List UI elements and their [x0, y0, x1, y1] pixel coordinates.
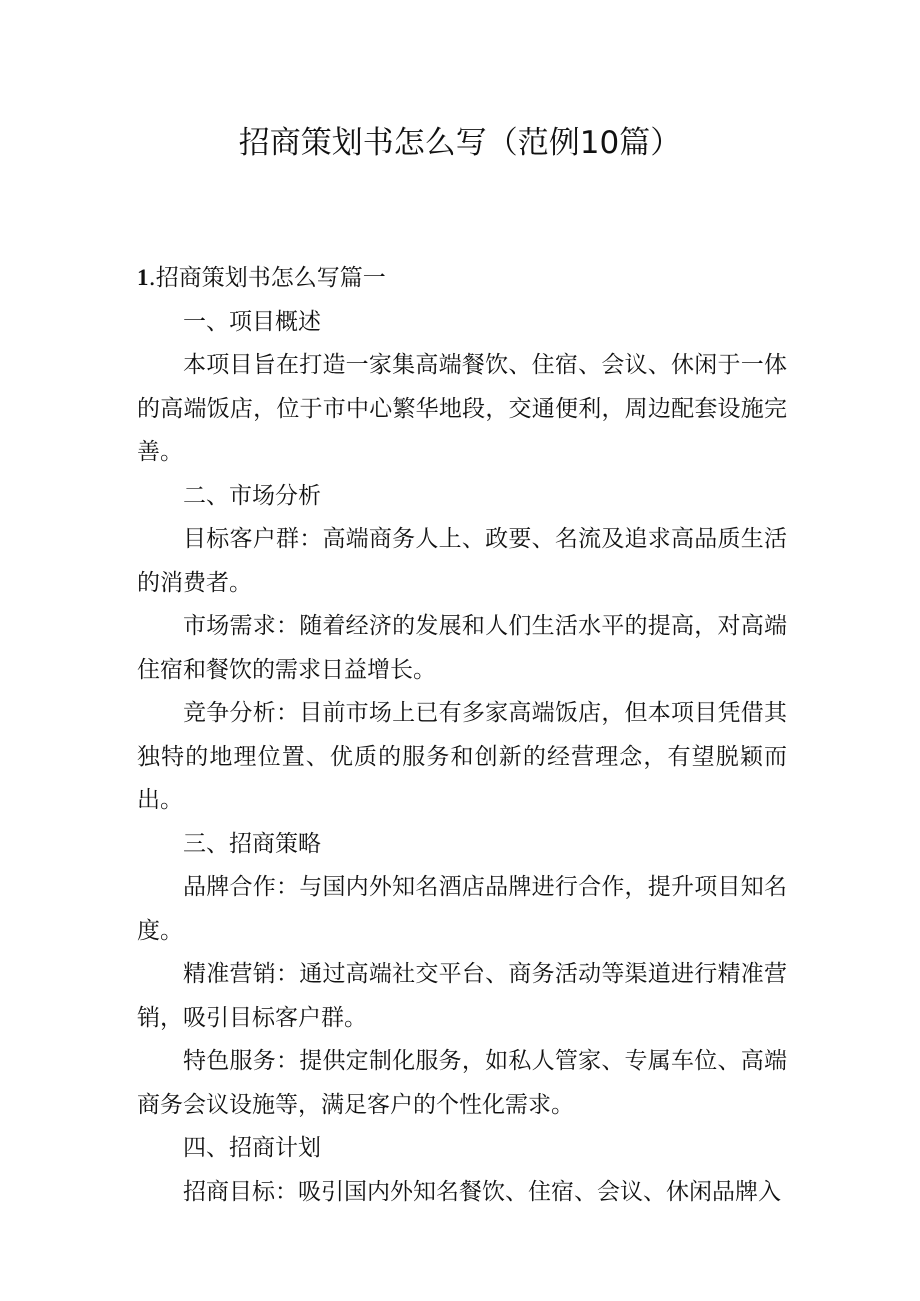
section-heading-text: .招商策划书怎么写篇一 — [148, 265, 386, 291]
heading-investment-plan: 四、招商计划 — [183, 1135, 321, 1161]
section-heading — [137, 256, 787, 301]
heading-market-analysis: 二、市场分析 — [183, 482, 321, 509]
paragraph-investment-target: 招商目标：吸引国内外知名餐饮、住宿、会议、休闲品牌入 — [183, 1178, 781, 1205]
document-title: 招商策划书怎么写（范例10篇） — [238, 125, 682, 161]
paragraph-project-overview: 本项目旨在打造一家集高端餐饮、住宿、会议、休闲于一体的高端饭店，位于市中心繁华地段，交通便利，周边配套设施完善。 — [137, 352, 787, 465]
paragraph-special-services: 特色服务：提供定制化服务，如私人管家、专属车位、高端商务会议设施等，满足客户的个性化需求。 — [137, 1048, 787, 1118]
document-body — [137, 256, 787, 1214]
paragraph-target-customers: 目标客户群：高端商务人上、政要、名流及追求高品质生活的消费者。 — [137, 526, 787, 596]
paragraph-brand-cooperation: 品牌合作：与国内外知名酒店品牌进行合作，提升项目知名度。 — [137, 874, 787, 944]
section-number: 1 — [137, 265, 149, 290]
heading-investment-strategy: 三、招商策略 — [183, 830, 321, 857]
paragraph-precision-marketing: 精准营销：通过高端社交平台、商务活动等渠道进行精准营销，吸引目标客户群。 — [137, 961, 787, 1031]
paragraph-market-demand: 市场需求：随着经济的发展和人们生活水平的提高，对高端住宿和餐饮的需求日益增长。 — [137, 613, 787, 683]
paragraph-competition-analysis: 竞争分析：目前市场上已有多家高端饭店，但本项目凭借其独特的地理位置、优质的服务和创新的经营理念，有望脱颖而出。 — [137, 700, 787, 813]
heading-project-overview: 一、项目概述 — [183, 308, 321, 335]
